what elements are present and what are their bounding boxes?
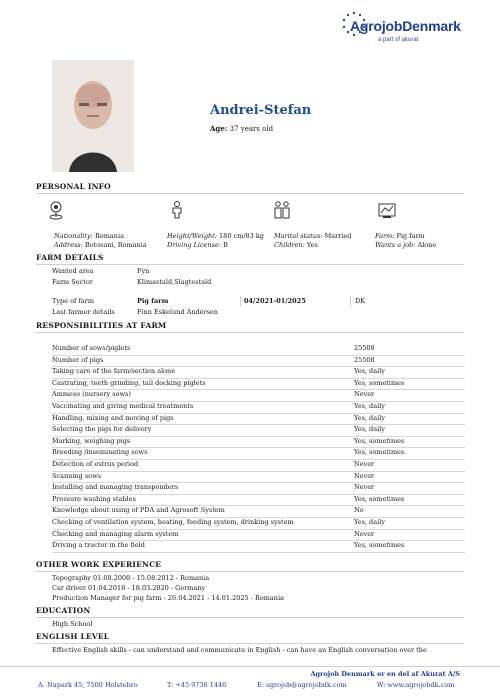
- table-cell-value: Never: [354, 471, 375, 480]
- table-cell-value: Yes, sometimes: [354, 378, 405, 387]
- nationality-label: Nationality:: [54, 232, 93, 240]
- portrait-image: [52, 60, 134, 172]
- table-cell-value: Yes, daily: [354, 402, 385, 410]
- farm-value: Pig farm: [396, 232, 425, 240]
- farm-country: DK: [355, 297, 366, 305]
- children-value: Yes: [306, 241, 318, 249]
- table-cell-value: Never: [354, 529, 375, 538]
- table-cell-task: Pressure washing stables: [52, 494, 136, 503]
- table-cell-value: Yes, daily: [354, 367, 385, 376]
- table-cell-value: Yes, sometimes: [354, 448, 405, 457]
- work-item: Car driver 01.04.2018 - 18.03.2020 - Germany: [52, 584, 206, 592]
- farm-period: 04/2021-01/2025: [244, 297, 306, 305]
- age-value: 37 years old: [229, 125, 274, 133]
- column-divider: [350, 296, 351, 306]
- table-cell-value: 25508: [354, 344, 375, 352]
- table-cell-task: Installing and managing transponders: [52, 483, 179, 492]
- age-label: Age:: [210, 124, 228, 133]
- footer-divider: [0, 666, 500, 667]
- candidate-age: [210, 124, 273, 133]
- family-icon: [272, 200, 292, 220]
- wanted-area-value: Fyn: [137, 267, 150, 275]
- wanted-area-label: Wanted area: [52, 267, 94, 275]
- section-divider: [36, 617, 464, 618]
- person-icon: [167, 200, 187, 220]
- table-cell-task: Marking, weighing pigs: [52, 436, 131, 445]
- section-divider: [36, 264, 464, 265]
- map-pin-icon: [46, 200, 66, 220]
- height-weight-value: 180 cm/83 kg: [219, 232, 264, 240]
- driving-license-label: Driving License:: [167, 241, 222, 249]
- table-cell-task: Number of sows/piglets: [52, 344, 131, 352]
- brand-name: AgrojobDenmark: [350, 18, 461, 34]
- english-description: Effective English skills - can understand and communicate in English - can have an English conversation over the: [52, 646, 427, 654]
- education-item: High School: [52, 620, 93, 628]
- table-cell-task: Checking and managing alarm system: [52, 529, 179, 538]
- personal-info-title: PERSONAL INFO: [36, 182, 111, 191]
- candidate-photo: [52, 60, 134, 172]
- table-cell-value: Yes, daily: [354, 425, 385, 434]
- table-cell-task: Selecting the pigs for delivery: [52, 425, 152, 434]
- table-cell-task: Handling, mixing and moving of pigs: [52, 413, 174, 422]
- table-cell-task: Castrating, teeth grinding, tail docking piglets: [52, 378, 206, 387]
- driving-license-value: B: [223, 241, 228, 249]
- table-cell-task: Driving a tractor in the field: [52, 541, 145, 550]
- type-of-farm-label: Type of farm: [52, 297, 95, 305]
- type-of-farm-value: Pig farm: [137, 297, 169, 305]
- brand-tagline: a part of akurat: [378, 37, 419, 43]
- section-divider: [36, 571, 464, 572]
- section-divider: [36, 643, 464, 644]
- table-cell-task: Ammeso (nursery sows): [52, 390, 131, 399]
- farm-sector-value: Klimastald,Slagtestald: [137, 278, 212, 286]
- table-cell-value: Yes, sometimes: [354, 494, 405, 503]
- section-divider: [36, 332, 464, 333]
- table-cell-value: No: [354, 506, 364, 515]
- table-cell-value: Yes, daily: [354, 518, 385, 526]
- footer-email: E: agrojob@agrojobdk.com: [257, 681, 347, 689]
- wants-job-label: Wants a job:: [375, 241, 416, 249]
- last-farmer-label: Last farmer details: [52, 308, 115, 316]
- footer-company: Agrojob Denmark er en del af Akurat A/S: [310, 670, 460, 678]
- table-cell-value: Yes, sometimes: [354, 541, 405, 550]
- marital-status-value: Married: [324, 232, 352, 240]
- table-cell-value: 25508: [354, 355, 375, 364]
- english-level-title: ENGLISH LEVEL: [36, 632, 110, 641]
- education-title: EDUCATION: [36, 606, 91, 615]
- height-weight-label: Height/Weight:: [167, 232, 217, 240]
- farm-label: Farm:: [375, 232, 395, 240]
- wants-job-value: Alone: [417, 241, 437, 249]
- table-cell-task: Number of pigs: [52, 355, 104, 364]
- address-label: Address:: [54, 241, 83, 249]
- table-cell-task: Taking care of the farm/section alone: [52, 367, 176, 376]
- table-cell-value: Never: [354, 460, 375, 468]
- marital-status-label: Marital status:: [274, 232, 323, 240]
- table-cell-value: Never: [354, 483, 375, 492]
- table-row: [52, 540, 465, 553]
- table-cell-task: Scanning sows: [52, 471, 101, 480]
- footer-website: W: www.agrojobdk.com: [377, 681, 455, 689]
- farm-sector-label: Farm Sector: [52, 278, 93, 286]
- table-cell-value: Never: [354, 390, 375, 399]
- children-label: Children:: [274, 241, 305, 249]
- address-value: Botosani, Romania: [84, 241, 147, 249]
- farm-icon: [377, 200, 397, 220]
- work-item: Topography 01.08.2008 - 15.08.2012 - Romania: [52, 574, 210, 582]
- farm-details-title: FARM DETAILS: [36, 253, 104, 262]
- footer-phone: T: +45 9736 1446: [167, 681, 227, 689]
- last-farmer-value: Finn Eskelund Andersen: [137, 308, 218, 316]
- other-work-title: OTHER WORK EXPERIENCE: [36, 560, 162, 569]
- footer-address: A: Nupark 45, 7500 Holstebro: [38, 681, 138, 689]
- height-weight-block: [167, 232, 264, 250]
- table-cell-task: Checking of ventilation system, heating, feeding system, drinking system: [52, 518, 294, 526]
- table-cell-task: Knowledge about using of PDA and Agrosoft System: [52, 506, 225, 515]
- nationality-block: [54, 232, 147, 250]
- table-cell-task: Detection of estrus period: [52, 460, 139, 468]
- family-block: [274, 232, 351, 250]
- agrojob-logo: [340, 10, 490, 50]
- table-cell-value: Yes, sometimes: [354, 436, 405, 445]
- responsibilities-title: RESPONSIBILITIES AT FARM: [36, 321, 167, 330]
- table-cell-task: Breeding /inseminating sows: [52, 448, 148, 457]
- table-cell-task: Vaccinating and giving medical treatments: [52, 402, 194, 410]
- work-item: Production Manager for pig farm - 26.04.2021 - 14.01.2025 - Romania: [52, 594, 284, 602]
- farm-preference-block: [375, 232, 436, 250]
- candidate-name: Andrei-Stefan: [210, 103, 312, 118]
- nationality-value: Romania: [94, 232, 124, 240]
- table-cell-value: Yes, daily: [354, 413, 385, 422]
- section-divider: [36, 193, 464, 194]
- column-divider: [240, 296, 241, 306]
